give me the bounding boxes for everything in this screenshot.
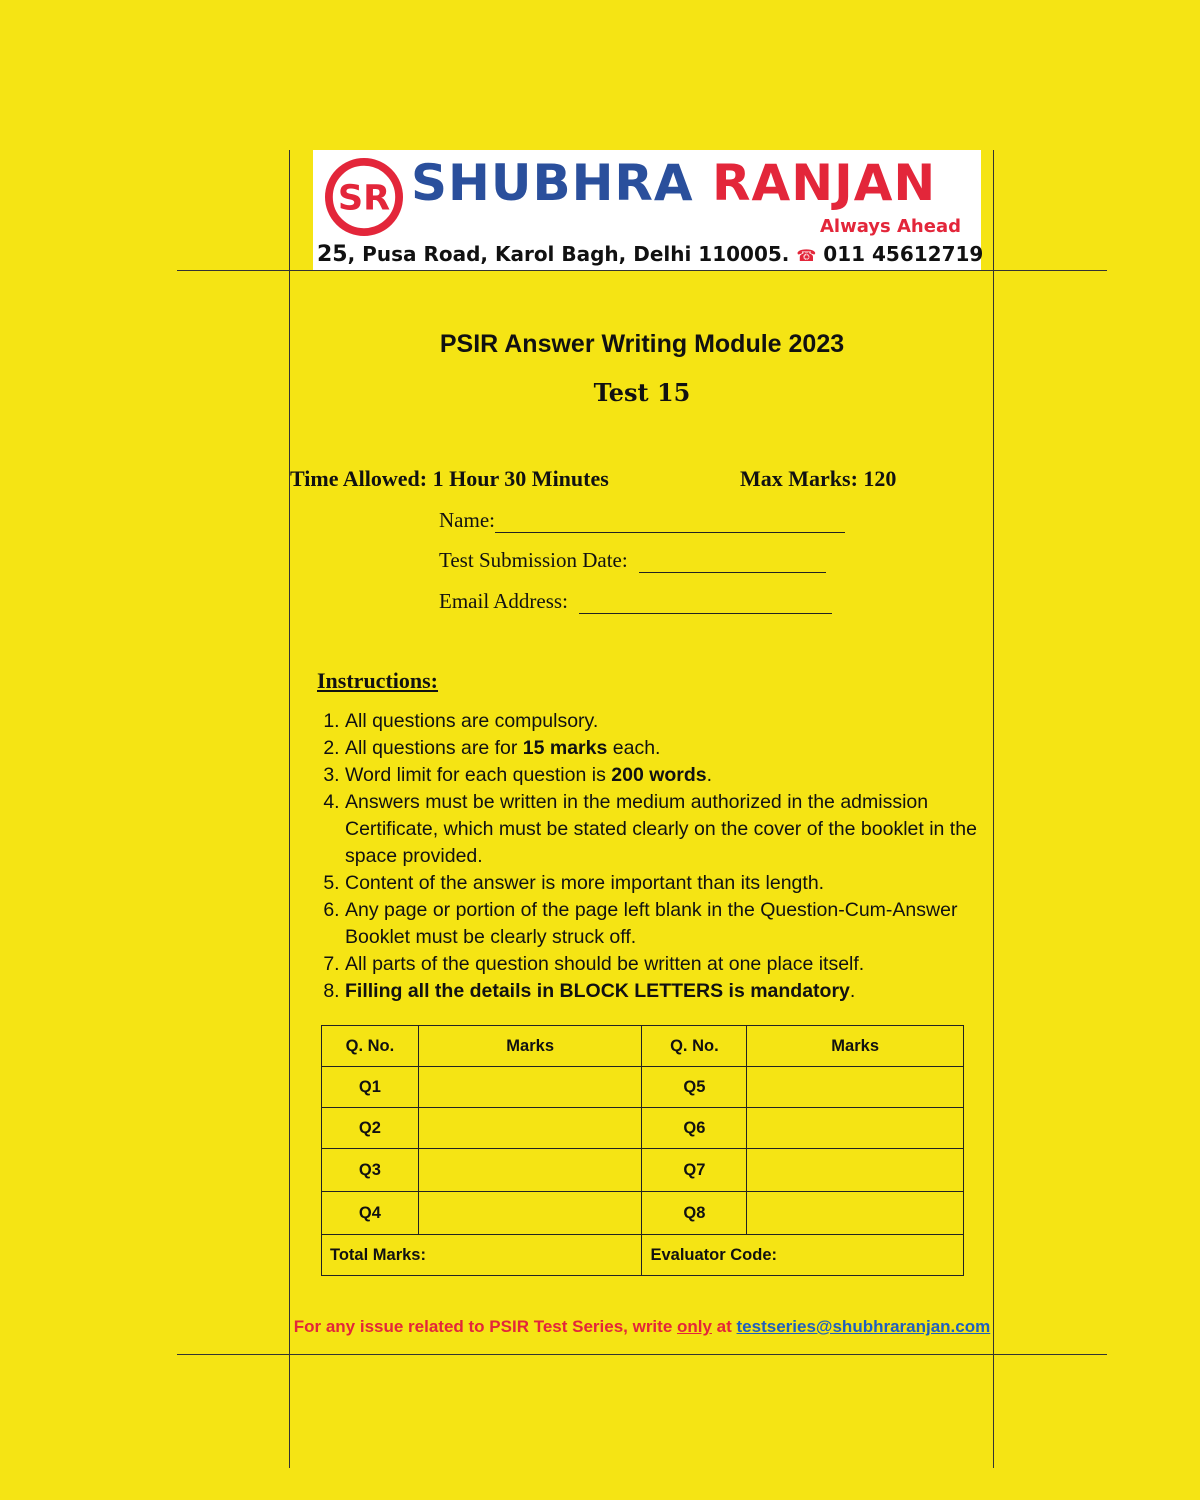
question-number: Q2 <box>322 1108 419 1149</box>
table-row <box>322 1067 964 1108</box>
question-number: Q7 <box>642 1149 747 1192</box>
table-row <box>322 1192 964 1235</box>
table-row <box>322 1149 964 1192</box>
marks-cell[interactable] <box>418 1108 642 1149</box>
instruction-item: 3. Word limit for each question is 200 words. <box>345 762 1015 789</box>
support-only: only <box>677 1317 712 1336</box>
brand-first-word: SHUBHRA <box>411 154 694 212</box>
question-number: Q5 <box>642 1067 747 1108</box>
time-allowed: Time Allowed: 1 Hour 30 Minutes <box>290 466 609 491</box>
header-marks: Marks <box>747 1026 964 1067</box>
address-text: , Pusa Road, Karol Bagh, Delhi 110005. <box>347 242 790 266</box>
marks-cell[interactable] <box>418 1149 642 1192</box>
question-number: Q6 <box>642 1108 747 1149</box>
instruction-item: 6. Any page or portion of the page left blank in the Question-Cum-Answer Booklet must be clearly struck off. <box>345 897 1015 951</box>
question-number: Q1 <box>322 1067 419 1108</box>
max-marks: Max Marks: 120 <box>740 466 897 491</box>
module-title: PSIR Answer Writing Module 2023 <box>439 330 845 358</box>
table-total-row <box>322 1235 964 1276</box>
marks-cell[interactable] <box>747 1192 964 1235</box>
name-label: Name: <box>439 508 495 532</box>
marks-table <box>321 1025 964 1276</box>
instruction-item: 2. All questions are for 15 marks each. <box>345 735 1015 762</box>
total-marks-label[interactable]: Total Marks: <box>322 1235 642 1276</box>
header-qno: Q. No. <box>642 1026 747 1067</box>
table-row <box>322 1108 964 1149</box>
crop-line-bottom <box>177 1354 1107 1355</box>
phone-icon: ☎ <box>796 246 817 265</box>
logo-letters: SR <box>337 177 391 219</box>
header-qno: Q. No. <box>322 1026 419 1067</box>
email-blank-line[interactable] <box>579 591 832 614</box>
address-number: 25 <box>317 242 348 267</box>
test-title: Test 15 <box>593 378 691 407</box>
email-label: Email Address: <box>439 589 568 613</box>
brand-last-word: RANJAN <box>712 154 937 212</box>
instructions-heading: Instructions: <box>317 668 439 693</box>
submission-date-label: Test Submission Date: <box>439 548 628 572</box>
marks-cell[interactable] <box>747 1108 964 1149</box>
question-number: Q4 <box>322 1192 419 1235</box>
email-field[interactable] <box>439 589 832 614</box>
name-blank-line[interactable] <box>495 510 845 533</box>
name-field[interactable] <box>439 508 845 533</box>
phone-number: 011 45612719 <box>823 242 984 266</box>
instruction-item: 7. All parts of the question should be written at one place itself. <box>345 951 1015 978</box>
instruction-item: 1. All questions are compulsory. <box>345 708 1015 735</box>
marks-cell[interactable] <box>418 1067 642 1108</box>
marks-cell[interactable] <box>747 1149 964 1192</box>
submission-date-blank-line[interactable] <box>639 550 826 573</box>
instruction-item: 4. Answers must be written in the medium authorized in the admission Certificate, which must be stated clearly on the cover of the booklet in the space provided. <box>345 789 1015 870</box>
marks-cell[interactable] <box>747 1067 964 1108</box>
instruction-item: 8. Filling all the details in BLOCK LETTERS is mandatory. <box>345 978 1015 1005</box>
instructions-list <box>317 708 1015 1005</box>
question-number: Q8 <box>642 1192 747 1235</box>
support-note <box>290 1317 994 1337</box>
evaluator-code-label[interactable]: Evaluator Code: <box>642 1235 964 1276</box>
brand-tagline: Always Ahead <box>819 216 961 237</box>
support-text: For any issue related to PSIR Test Series, write <box>293 1317 677 1336</box>
marks-cell[interactable] <box>418 1192 642 1235</box>
question-number: Q3 <box>322 1149 419 1192</box>
header-marks: Marks <box>418 1026 642 1067</box>
instruction-item: 5. Content of the answer is more important than its length. <box>345 870 1015 897</box>
support-at: at <box>711 1317 737 1336</box>
header-banner <box>313 150 984 270</box>
address-line <box>317 242 983 267</box>
table-header-row <box>322 1026 964 1067</box>
submission-date-field[interactable] <box>439 548 826 573</box>
crop-line-top <box>177 270 1107 271</box>
support-email-link[interactable]: testseries@shubhraranjan.com <box>736 1317 991 1336</box>
brand-name <box>411 154 936 212</box>
sr-logo-icon <box>325 158 403 236</box>
